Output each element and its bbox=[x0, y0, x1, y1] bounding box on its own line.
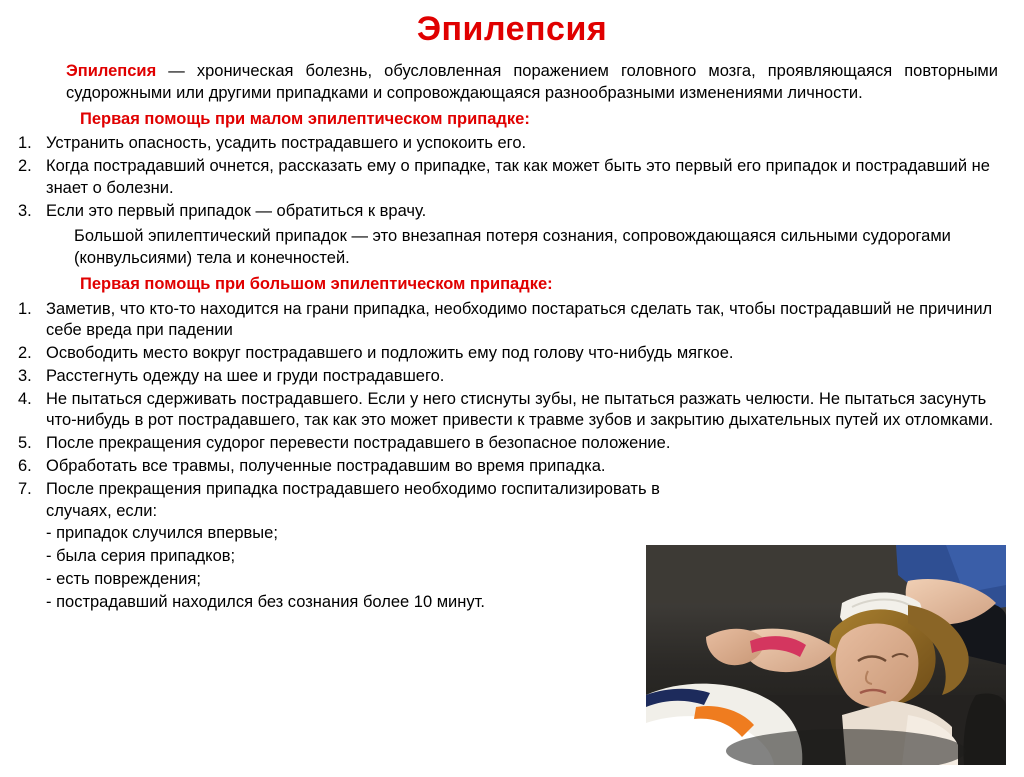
list-item-number: 5. bbox=[18, 434, 32, 453]
heading-big-seizure: Первая помощь при большом эпилептическом припадке: bbox=[80, 274, 553, 293]
list-item bbox=[18, 201, 1006, 223]
list-item bbox=[18, 133, 1006, 155]
condition-item: - есть повреждения; bbox=[46, 569, 201, 588]
big-seizure-steps bbox=[18, 299, 1006, 523]
list-item-number: 3. bbox=[18, 366, 32, 385]
list-item-text: Расстегнуть одежду на шее и груди пострадавшего. bbox=[46, 366, 445, 385]
slide-content bbox=[0, 61, 1024, 613]
intro-term: Эпилепсия bbox=[66, 62, 157, 80]
list-item-number: 7. bbox=[18, 479, 32, 498]
heading-small-seizure: Первая помощь при малом эпилептическом припадке: bbox=[80, 109, 530, 128]
condition-item: - пострадавший находился без сознания более 10 минут. bbox=[46, 592, 485, 611]
list-item-text: Освободить место вокруг пострадавшего и подложить ему под голову что-нибудь мягкое. bbox=[46, 344, 734, 363]
big-seizure-definition: Большой эпилептический припадок — это внезапная потеря сознания, сопровождающаяся сильными судорогами (конвульсиями) тела и конечностей. bbox=[74, 227, 951, 268]
list-item-number: 2. bbox=[18, 344, 32, 363]
list-item bbox=[18, 389, 1006, 433]
list-item-number: 4. bbox=[18, 389, 32, 408]
list-item-number: 6. bbox=[18, 457, 32, 476]
condition-item: - была серия припадков; bbox=[46, 547, 236, 566]
list-item-text: Устранить опасность, усадить пострадавшего и успокоить его. bbox=[46, 134, 527, 153]
list-item bbox=[18, 456, 686, 478]
list-item bbox=[18, 433, 1006, 455]
slide bbox=[0, 10, 1024, 777]
list-item-text: После прекращения судорог перевести пострадавшего в безопасное положение. bbox=[46, 434, 671, 453]
list-item-number: 3. bbox=[18, 201, 32, 220]
list-item-text: После прекращения припадка пострадавшего необходимо госпитализировать в случаях, если: bbox=[46, 479, 660, 520]
intro-text: — хроническая болезнь, обусловленная поражением головного мозга, проявляющаяся повторными судорожными или другими припадками и сопровождающаяся разнообразными изменениями личности. bbox=[66, 62, 998, 102]
list-item-number: 1. bbox=[18, 134, 32, 153]
list-item-text: Заметив, что кто-то находится на грани припадка, необходимо постараться сделать так, чтобы пострадавший не причинил себе вреда при падении bbox=[46, 299, 993, 340]
page-title: Эпилепсия bbox=[416, 10, 608, 48]
list-item bbox=[18, 343, 1006, 365]
list-item-number: 1. bbox=[18, 299, 32, 318]
condition-item: - припадок случился впервые; bbox=[46, 524, 278, 543]
list-item-text: Когда пострадавший очнется, рассказать ему о припадке, так как может быть это первый его припадок и пострадавший не знает о болезни. bbox=[46, 157, 990, 197]
small-seizure-steps bbox=[18, 133, 1006, 222]
list-item bbox=[18, 479, 686, 523]
list-item bbox=[18, 156, 1006, 200]
list-item-text: Если это первый припадок — обратиться к врачу. bbox=[46, 201, 427, 220]
first-aid-photo bbox=[646, 545, 1006, 765]
list-item bbox=[18, 299, 1006, 343]
list-item bbox=[18, 366, 1006, 388]
intro-paragraph bbox=[18, 61, 1006, 105]
list-item-text: Обработать все травмы, полученные пострадавшим во время припадка. bbox=[46, 457, 606, 476]
list-item-text: Не пытаться сдерживать пострадавшего. Если у него стиснуты зубы, не пытаться разжать челюсти. Не пытаться засунуть что-нибудь в рот пострадавшего, так как это может привести к травме зубов и закрытию дыхательных путей их отломками. bbox=[46, 389, 994, 430]
list-item-number: 2. bbox=[18, 157, 32, 176]
